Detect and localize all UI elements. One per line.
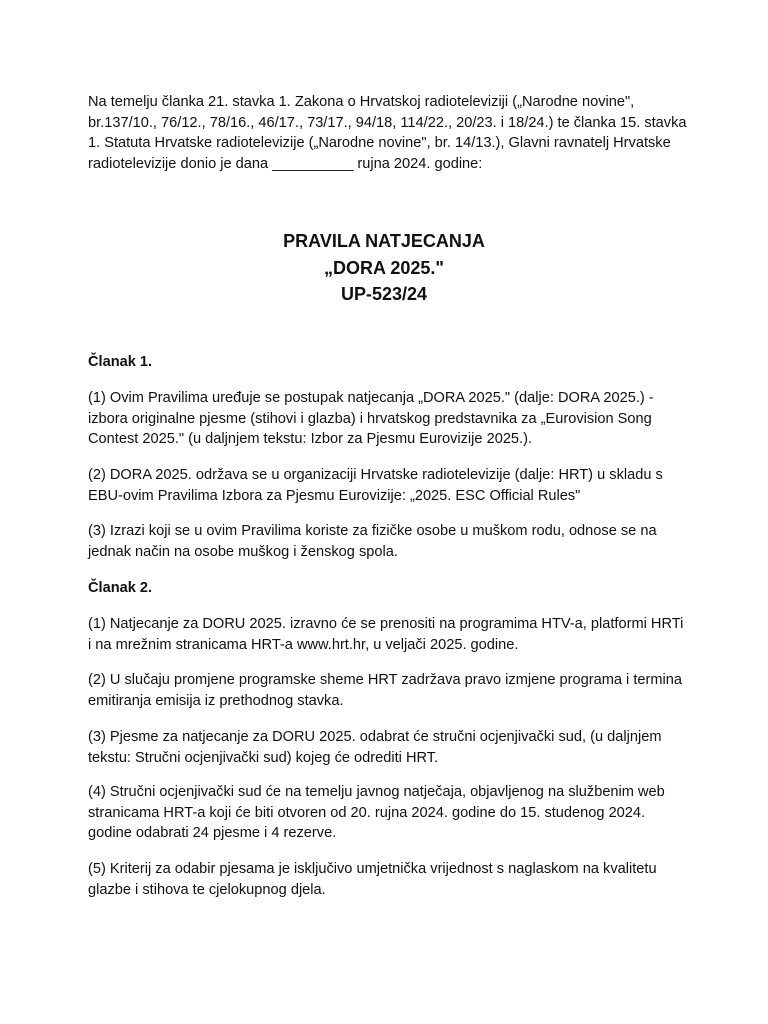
article-2-paragraph-3: (3) Pjesme za natjecanje za DORU 2025. odabrat će stručni ocjenjivački sud, (u daljnjem tekstu: Stručni ocjenjivački sud) kojeg će odrediti HRT. (88, 729, 662, 766)
document-title (0, 228, 768, 308)
article-1-paragraph-3: (3) Izrazi koji se u ovim Pravilima koriste za fizičke osobe u muškom rodu, odnose se na jednak način na osobe muškog i ženskog spola. (88, 523, 657, 560)
preamble-paragraph: Na temelju članka 21. stavka 1. Zakona o Hrvatskoj radioteleviziji („Narodne novine", br.137/10., 76/12., 78/16., 46/17., 73/17., 94/18, 114/22., 20/23. i 18/24.) te članka 15. stavka 1. Statuta Hrvatske radiotelevizije („Narodne novine", br. 14/13.), Glavni ravnatelj Hrvatske radiotelevizije donio je dana __________ rujna 2024. godine: (88, 94, 687, 172)
title-line-2: „DORA 2025." (324, 257, 444, 278)
article-2-heading: Članak 2. (88, 580, 153, 596)
article-1-paragraph-2: (2) DORA 2025. održava se u organizaciji Hrvatske radiotelevizije (dalje: HRT) u skladu s EBU-ovim Pravilima Izbora za Pjesmu Eurovizije: „2025. ESC Official Rules" (88, 467, 663, 504)
article-2-paragraph-2: (2) U slučaju promjene programske sheme HRT zadržava pravo izmjene programa i termina emitiranja emisija iz prethodnog stavka. (88, 672, 682, 709)
article-2-paragraph-5: (5) Kriterij za odabir pjesama je isključivo umjetnička vrijednost s naglaskom na kvalitetu glazbe i stihova te cjelokupnog djela. (88, 861, 657, 898)
title-line-3: UP-523/24 (340, 284, 428, 304)
title-line-1: PRAVILA NATJECANJA (283, 231, 485, 251)
article-1-heading: Članak 1. (88, 354, 153, 370)
article-2-paragraph-1: (1) Natjecanje za DORU 2025. izravno će se prenositi na programima HTV-a, platformi HRTi i na mrežnim stranicama HRT-a www.hrt.hr, u veljači 2025. godine. (88, 616, 684, 653)
article-1-paragraph-1: (1) Ovim Pravilima uređuje se postupak natjecanja „DORA 2025." (dalje: DORA 2025.) - izbora originalne pjesme (stihovi i glazba) i hrvatskog predstavnika za „Eurovision Song Contest 2025." (u daljnjem tekstu: Izbor za Pjesmu Eurovizije 2025.). (88, 390, 654, 447)
article-2-paragraph-4: (4) Stručni ocjenjivački sud će na temelju javnog natječaja, objavljenog na službenim web stranicama HRT-a koji će biti otvoren od 20. rujna 2024. godine do 15. studenog 2024. godine odabrati 24 pjesme i 4 rezerve. (88, 784, 665, 841)
